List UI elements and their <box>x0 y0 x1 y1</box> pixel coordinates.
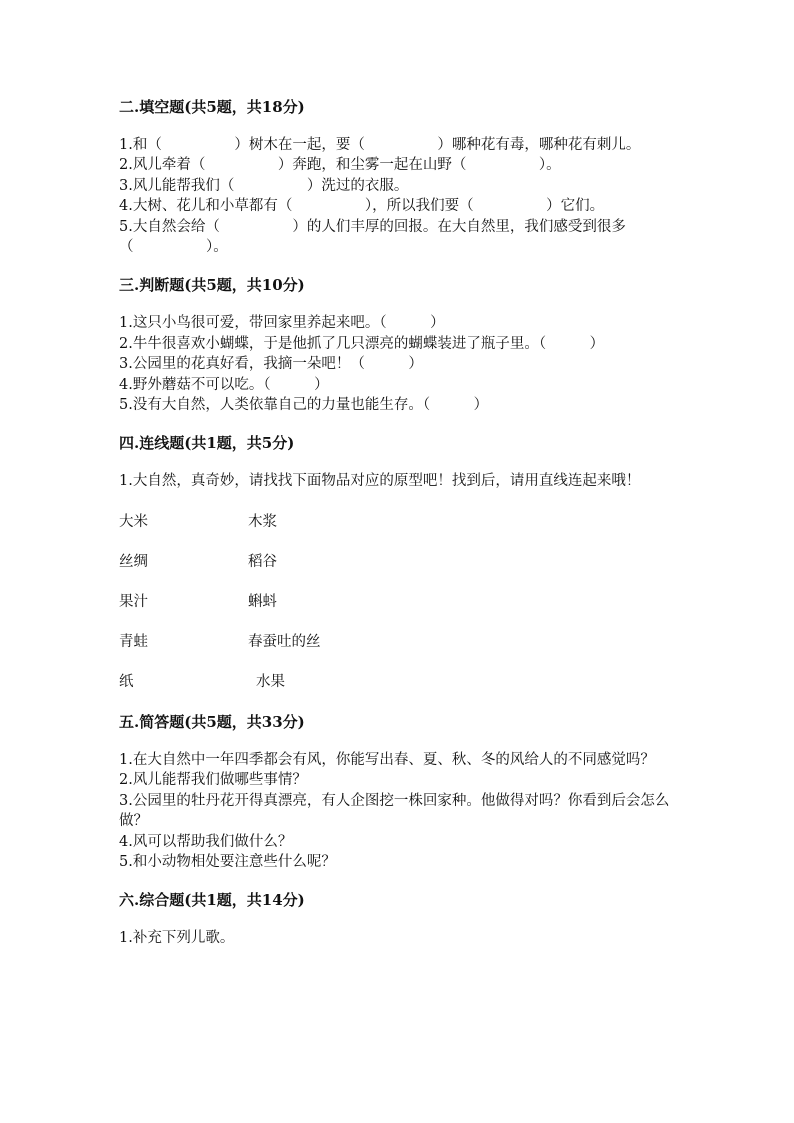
question: 4.风可以帮助我们做什么？ <box>119 833 293 850</box>
question: 1.和（ ）树木在一起，要（ ）哪种花有毒，哪种花有刺儿。 <box>119 137 641 153</box>
match-left-item: 纸 <box>119 673 134 690</box>
match-right-item: 蝌蚪 <box>248 593 277 610</box>
match-row <box>119 512 679 552</box>
match-right-item: 春蚕吐的丝 <box>248 633 321 650</box>
question: 1.补充下列儿歌。 <box>119 930 235 947</box>
match-right-item: 木浆 <box>248 513 277 530</box>
match-right-item: 稻谷 <box>248 553 277 570</box>
section-true-false <box>119 275 679 415</box>
question: 5.和小动物相处要注意些什么呢？ <box>119 853 336 870</box>
question: 3.公园里的牡丹花开得真漂亮，有人企图挖一株回家种。他做得对吗？你看到后会怎么做？ <box>119 792 670 830</box>
worksheet-page <box>119 97 679 949</box>
match-row <box>119 672 679 712</box>
section-title: 五.简答题(共5题，共33分) <box>119 712 305 731</box>
section-title: 二.填空题(共5题，共18分) <box>119 98 305 116</box>
question: 1.在大自然中一年四季都会有风，你能写出春、夏、秋、冬的风给人的不同感觉吗？ <box>119 751 655 768</box>
question: 1.大自然，真奇妙，请找找下面物品对应的原型吧！找到后，请用直线连起来哦！ <box>119 473 641 490</box>
question: 3.公园里的花真好看，我摘一朵吧！（ ） <box>119 356 423 373</box>
section-matching <box>119 433 679 711</box>
section-title: 四.连线题(共1题，共5分) <box>119 434 295 453</box>
section-fill-in <box>119 97 679 257</box>
section-title: 六.综合题(共1题，共14分) <box>119 891 305 910</box>
question: 3.风儿能帮我们（ ）洗过的衣服。 <box>119 177 409 194</box>
match-row <box>119 592 679 632</box>
match-row <box>119 632 679 672</box>
section-short-answer <box>119 712 679 872</box>
match-left-item: 丝绸 <box>119 553 148 570</box>
question: 5.大自然会给（ ）的人们丰厚的回报。在大自然里，我们感受到很多（ ）。 <box>119 218 626 256</box>
match-left-item: 果汁 <box>119 593 148 610</box>
question: 5.没有大自然，人类依靠自己的力量也能生存。（ ） <box>119 397 489 414</box>
section-comprehensive <box>119 890 679 948</box>
question: 4.野外蘑菇不可以吃。（ ） <box>119 376 329 393</box>
match-left-item: 大米 <box>119 513 148 530</box>
question: 4.大树、花儿和小草都有（ ），所以我们要（ ）它们。 <box>119 198 605 215</box>
question: 2.牛牛很喜欢小蝴蝶，于是他抓了几只漂亮的蝴蝶装进了瓶子里。（ ） <box>119 335 605 352</box>
matching-list <box>119 512 679 712</box>
section-title: 三.判断题(共5题，共10分) <box>119 276 305 295</box>
question: 2.风儿牵着（ ）奔跑，和尘雾一起在山野（ ）。 <box>119 157 561 174</box>
match-row <box>119 552 679 592</box>
match-right-item: 水果 <box>256 673 285 690</box>
question: 2.风儿能帮我们做哪些事情？ <box>119 772 307 789</box>
match-left-item: 青蛙 <box>119 633 148 650</box>
question: 1.这只小鸟很可爱，带回家里养起来吧。（ ） <box>119 315 445 332</box>
